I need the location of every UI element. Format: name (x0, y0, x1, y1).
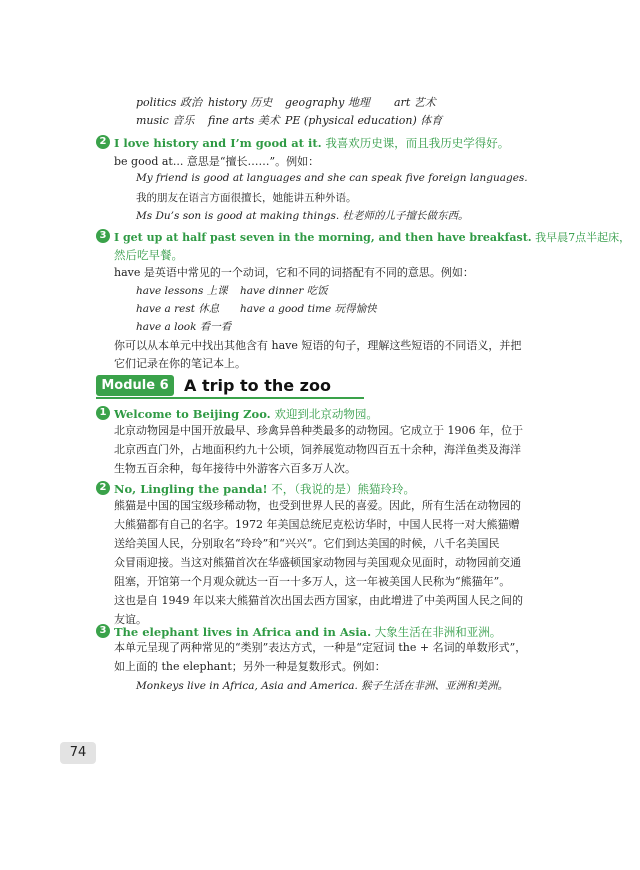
module-underline (96, 397, 364, 399)
module-tag: Module 6 (96, 375, 174, 396)
page-number: 74 (60, 742, 96, 764)
paragraph-line: 你可以从本单元中找出其他含有 have 短语的句子，理解这些短语的不同语义，并把 (114, 339, 522, 352)
paragraph-line: 本单元呈现了两种常见的“类别”表达方式，一种是“定冠词 the + 名词的单数形式”， (114, 641, 527, 654)
paragraph-line: 众冒雨迎接。当这对熊猫首次在华盛顿国家动物园与美国观众见面时，动物园前交通 (114, 556, 521, 569)
paragraph-line: 它们记录在你的笔记本上。 (114, 357, 246, 370)
example-sentence: My friend is good at languages and she can speak five foreign languages. (136, 172, 528, 184)
paragraph-line: 生物五百余种，每年接待中外游客六百多万人次。 (114, 462, 356, 475)
note-heading-en: I love history and I’m good at it. (114, 136, 322, 150)
example-sentence: Monkeys live in Africa, Asia and America. 猴子生活在非洲、亚洲和美洲。 (136, 680, 509, 692)
note-heading-en: The elephant lives in Africa and in Asia. (114, 625, 372, 639)
paragraph-line: 阻塞，开馆第一个月观众就达一百一十多万人，这一年被美国人民称为“熊猫年”。 (114, 575, 511, 588)
note-number-badge: 2 (96, 481, 110, 495)
note-number-badge: 3 (96, 229, 110, 243)
vocab-item: politics 政治 (136, 96, 202, 109)
note-heading (114, 406, 378, 422)
phrase: have lessons 上课 (136, 285, 228, 297)
vocab-item: art 艺术 (394, 96, 436, 109)
note-heading-cn: 欢迎到北京动物园。 (274, 407, 378, 421)
paragraph-line: 北京动物园是中国开放最早、珍禽异兽种类最多的动物园。它成立于 1906 年，位于 (114, 424, 523, 437)
note-heading (114, 229, 630, 245)
phrase-row (136, 283, 328, 298)
phrase: have a good time 玩得愉快 (240, 303, 377, 315)
vocab-item: fine arts 美术 (208, 114, 280, 127)
note-heading-en: Welcome to Beijing Zoo. (114, 407, 271, 421)
paragraph-line: 北京西直门外，占地面积约九十公顷，饲养展览动物四百五十余种，海洋鱼类及海洋 (114, 443, 521, 456)
module-title: A trip to the zoo (184, 376, 331, 395)
note-heading-cn: 然后吃早餐。 (114, 248, 183, 262)
note-heading-cn: 我喜欢历史课，而且我历史学得好。 (325, 136, 510, 150)
note-number-badge: 2 (96, 135, 110, 149)
note-number-badge: 1 (96, 406, 110, 420)
phrase: have a look 看一看 (136, 321, 232, 333)
note-heading-cn: 我早晨7点半起床， (535, 231, 631, 244)
note-heading-en: I get up at half past seven in the morning, and then have breakfast. (114, 231, 532, 244)
phrase-row (136, 319, 231, 334)
vocab-item: music 音乐 (136, 114, 195, 127)
phrase: have a rest 休息 (136, 303, 220, 315)
paragraph (114, 421, 523, 478)
note-heading (114, 135, 509, 151)
note-heading-en: No, Lingling the panda! (114, 482, 268, 496)
note-explanation: be good at... 意思是“擅长……”。例如： (114, 155, 320, 168)
paragraph-line: 大熊猫都有自己的名字。1972 年美国总统尼克松访华时，中国人民将一对大熊猫赠 (114, 518, 520, 531)
paragraph-line: 送给美国人民，分别取名“玲玲”和“兴兴”。它们到达美国的时候，八千名美国民 (114, 537, 500, 550)
vocab-item: history 历史 (208, 96, 273, 109)
vocab-item: PE (physical education) 体育 (285, 114, 443, 127)
phrase: have dinner 吃饭 (240, 285, 328, 297)
paragraph (114, 638, 526, 676)
example-translation: 我的朋友在语言方面很擅长，她能讲五种外语。 (136, 192, 357, 204)
vocab-item: geography 地理 (285, 96, 370, 109)
phrase-row (136, 301, 377, 316)
note-heading-cn: 大象生活在非洲和亚洲。 (374, 625, 502, 639)
paragraph-line: 这也是自 1949 年以来大熊猫首次出国去西方国家，由此增进了中美两国人民之间的 (114, 594, 523, 607)
note-heading-continued (114, 247, 183, 263)
note-heading-cn: 不，（我说的是）熊猫玲玲。 (271, 482, 415, 496)
example-sentence: Ms Du’s son is good at making things. 杜老师的儿子擅长做东西。 (136, 210, 469, 222)
paragraph (114, 496, 523, 629)
note-number-badge: 3 (96, 624, 110, 638)
note-heading (114, 481, 415, 497)
paragraph-line: 如上面的 the elephant；另外一种是复数形式。例如： (114, 660, 386, 673)
paragraph-line: 熊猫是中国的国宝级珍稀动物，也受到世界人民的喜爱。因此，所有生活在动物园的 (114, 499, 521, 512)
module-header (96, 375, 364, 396)
paragraph-line: 友谊。 (114, 613, 147, 626)
note-explanation: have 是英语中常见的一个动词，它和不同的词搭配有不同的意思。例如： (114, 266, 474, 279)
